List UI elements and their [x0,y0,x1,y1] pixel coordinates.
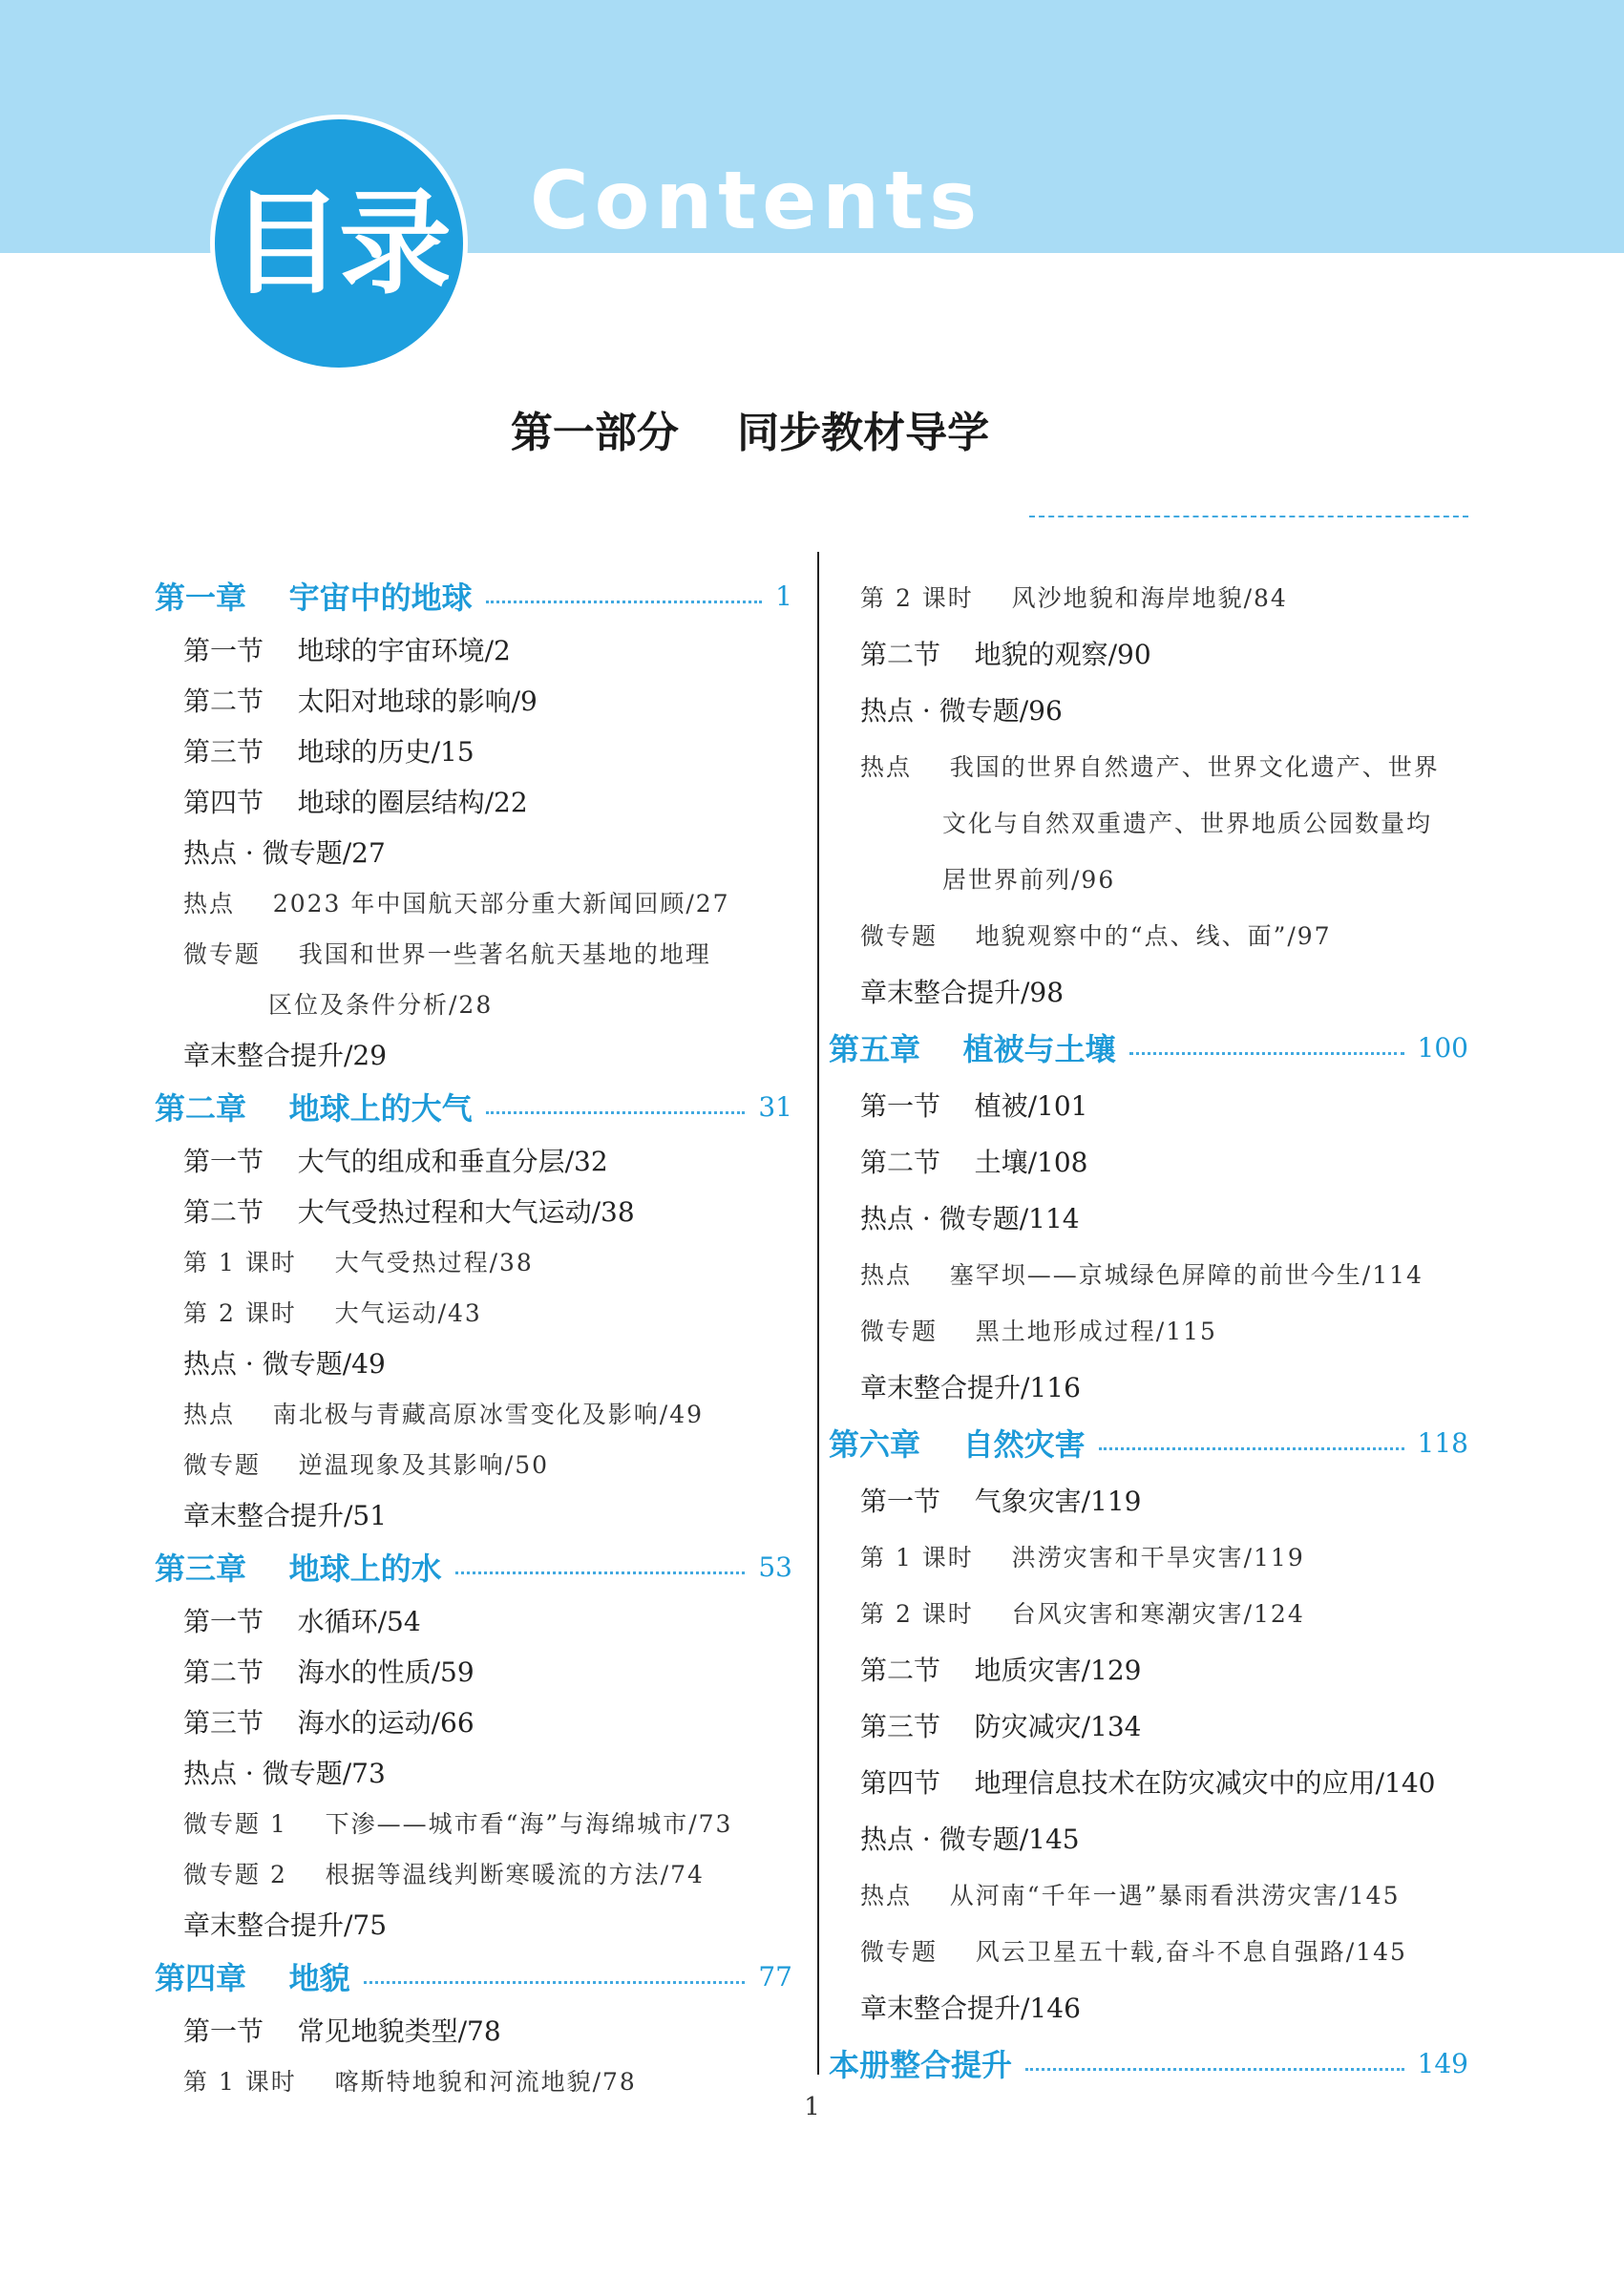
entry-text: 热点 从河南“千年一遇”暴雨看洪涝灾害/145 [860,1881,1401,1909]
toc-section-entry[interactable] [155,2004,792,2055]
page-number: 1 [804,2093,820,2121]
toc-chapter-entry[interactable] [155,1949,792,2004]
entry-text: 第一节 植被/101 [860,1089,1088,1122]
entry-text: 第 2 课时 风沙地貌和海岸地貌/84 [860,583,1288,612]
entry-text: 热点 我国的世界自然遗产、世界文化遗产、世界 [860,752,1440,781]
entry-text: 微专题 黑土地形成过程/115 [860,1317,1217,1345]
toc-section-entry[interactable] [155,623,792,674]
toc-section-entry[interactable] [829,1753,1468,1809]
entry-text: 区位及条件分析/28 [268,990,494,1019]
toc-section-entry[interactable] [829,1640,1468,1697]
entry-text: 热点 塞罕坝——京城绿色屏障的前世今生/114 [860,1260,1424,1289]
toc-section-entry[interactable] [829,1189,1468,1245]
toc-section-entry[interactable] [829,1076,1468,1132]
toc-detail-entry[interactable] [155,876,792,927]
entry-text: 第四节 地球的圈层结构/22 [183,786,528,818]
column-divider [817,552,819,2075]
toc-section-entry[interactable] [155,1488,792,1539]
entry-text: 第三节 地球的历史/15 [183,735,475,768]
dashed-divider [1029,516,1468,517]
entry-text: 第二节 海水的性质/59 [183,1656,475,1688]
entry-text: 热点 2023 年中国航天部分重大新闻回顾/27 [183,889,730,918]
toc-chapter-entry[interactable] [155,1539,792,1594]
chapter-title: 本册整合提升 [829,2047,1013,2083]
toc-section-entry[interactable] [155,1898,792,1949]
entry-text: 热点 · 微专题/73 [183,1757,386,1789]
entry-text: 章末整合提升/98 [860,976,1065,1008]
leader-dots [486,1111,746,1114]
entry-text: 微专题 风云卫星五十载,奋斗不息自强路/145 [860,1937,1407,1966]
toc-section-entry[interactable] [155,1134,792,1185]
chapter-page-number: 149 [1417,2047,1468,2079]
toc-section-entry[interactable] [829,1358,1468,1414]
entry-text: 热点 · 微专题/96 [860,694,1063,727]
toc-detail-entry[interactable] [829,1245,1468,1301]
entry-text: 微专题 地貌观察中的“点、线、面”/97 [860,921,1332,950]
toc-chapter-entry[interactable] [829,1019,1468,1076]
entry-text: 第四节 地理信息技术在防灾减灾中的应用/140 [860,1766,1436,1799]
toc-detail-entry[interactable] [829,1584,1468,1640]
entry-text: 章末整合提升/146 [860,1992,1081,2024]
entry-text: 章末整合提升/29 [183,1039,388,1071]
toc-chapter-entry[interactable] [155,568,792,623]
toc-detail-entry[interactable] [155,1387,792,1438]
entry-text: 居世界前列/96 [942,865,1116,894]
entry-text: 第三节 防灾减灾/134 [860,1710,1142,1742]
toc-section-entry[interactable] [155,1594,792,1645]
chapter-title: 第四章 地貌 [155,1960,350,1996]
entry-text: 第 1 课时 喀斯特地貌和河流地貌/78 [183,2067,637,2096]
toc-detail-entry[interactable] [155,1847,792,1898]
chapter-title: 第五章 植被与土壤 [829,1031,1116,1067]
toc-detail-entry[interactable] [829,793,1468,850]
entry-text: 第三节 海水的运动/66 [183,1706,475,1739]
chapter-title: 第二章 地球上的大气 [155,1090,473,1127]
entry-text: 热点 · 微专题/49 [183,1347,386,1380]
entry-text: 微专题 逆温现象及其影响/50 [183,1450,550,1479]
chapter-page-number: 118 [1417,1426,1468,1459]
toc-detail-entry[interactable] [829,1301,1468,1358]
entry-text: 第 2 课时 台风灾害和寒潮灾害/124 [860,1599,1305,1628]
entry-text: 文化与自然双重遗产、世界地质公园数量均 [942,809,1433,837]
chapter-page-number: 31 [758,1090,792,1123]
entry-text: 第一节 常见地貌类型/78 [183,2014,501,2047]
chapter-title: 第一章 宇宙中的地球 [155,580,473,616]
toc-section-entry[interactable] [155,775,792,826]
entry-text: 第一节 大气的组成和垂直分层/32 [183,1145,608,1177]
leader-dots [1099,1447,1404,1450]
toc-detail-entry[interactable] [829,1922,1468,1978]
leader-dots [364,1981,746,1984]
entry-text: 章末整合提升/75 [183,1909,388,1941]
toc-detail-entry[interactable] [155,1797,792,1847]
entry-text: 第一节 地球的宇宙环境/2 [183,634,511,666]
entry-text: 章末整合提升/51 [183,1499,388,1531]
entry-text: 第 2 课时 大气运动/43 [183,1298,482,1327]
toc-detail-entry[interactable] [829,737,1468,793]
toc-right-column [829,568,1468,2092]
chapter-page-number: 77 [758,1960,792,1993]
toc-section-entry[interactable] [829,1978,1468,2035]
toc-section-entry[interactable] [155,1746,792,1797]
toc-section-entry[interactable] [829,681,1468,737]
entry-text: 第二节 太阳对地球的影响/9 [183,685,538,717]
toc-section-entry[interactable] [829,962,1468,1019]
entry-text: 热点 · 微专题/27 [183,836,386,869]
toc-section-entry[interactable] [155,1337,792,1387]
chapter-title: 第六章 自然灾害 [829,1426,1086,1463]
toc-chapter-entry[interactable] [155,1079,792,1134]
chapter-page-number: 1 [775,580,792,612]
contents-heading: Contents [530,154,983,247]
entry-text: 微专题 2 根据等温线判断寒暖流的方法/74 [183,1860,705,1888]
toc-section-entry[interactable] [829,624,1468,681]
toc-detail-entry[interactable] [829,850,1468,906]
toc-detail-entry[interactable] [155,978,792,1028]
toc-chapter-entry[interactable] [829,1414,1468,1471]
entry-text: 第一节 气象灾害/119 [860,1485,1142,1517]
toc-section-entry[interactable] [829,1697,1468,1753]
toc-detail-entry[interactable] [829,1866,1468,1922]
contents-badge [210,115,468,372]
chapter-title: 第三章 地球上的水 [155,1550,442,1587]
toc-section-entry[interactable] [155,674,792,725]
entry-text: 第二节 大气受热过程和大气运动/38 [183,1195,635,1228]
toc-chapter-entry[interactable] [829,2035,1468,2092]
toc-section-entry[interactable] [829,1471,1468,1528]
toc-left-column [155,568,792,2105]
toc-section-entry[interactable] [829,1809,1468,1866]
toc-section-entry[interactable] [155,1185,792,1235]
toc-detail-entry[interactable] [829,568,1468,624]
toc-section-entry[interactable] [155,725,792,775]
leader-dots [455,1571,746,1574]
leader-dots [1025,2068,1404,2071]
toc-section-entry[interactable] [155,826,792,876]
toc-detail-entry[interactable] [155,1438,792,1488]
entry-text: 第一节 水循环/54 [183,1605,421,1637]
chapter-page-number: 53 [758,1550,792,1583]
entry-text: 微专题 1 下渗——城市看“海”与海绵城市/73 [183,1809,733,1838]
toc-detail-entry[interactable] [829,1528,1468,1584]
entry-text: 第二节 地质灾害/129 [860,1654,1142,1686]
entry-text: 第 1 课时 洪涝灾害和干旱灾害/119 [860,1543,1305,1571]
leader-dots [1129,1052,1404,1055]
toc-detail-entry[interactable] [829,906,1468,962]
entry-text: 第二节 土壤/108 [860,1146,1088,1178]
entry-text: 热点 · 微专题/145 [860,1823,1080,1855]
entry-text: 第 1 课时 大气受热过程/38 [183,1248,534,1276]
entry-text: 微专题 我国和世界一些著名航天基地的地理 [183,939,711,968]
entry-text: 第二节 地貌的观察/90 [860,638,1151,670]
toc-detail-entry[interactable] [155,1235,792,1286]
chapter-page-number: 100 [1417,1031,1468,1064]
entry-text: 热点 南北极与青藏高原冰雪变化及影响/49 [183,1400,705,1428]
toc-section-entry[interactable] [829,1132,1468,1189]
badge-title: 目录 [229,178,448,309]
part-title: 第一部分 同步教材导学 [510,409,990,457]
leader-dots [486,601,763,603]
toc-section-entry[interactable] [155,1645,792,1696]
entry-text: 热点 · 微专题/114 [860,1202,1080,1234]
toc-section-entry[interactable] [155,1028,792,1079]
entry-text: 章末整合提升/116 [860,1371,1081,1403]
toc-detail-entry[interactable] [155,1286,792,1337]
toc-detail-entry[interactable] [155,927,792,978]
toc-section-entry[interactable] [155,1696,792,1746]
